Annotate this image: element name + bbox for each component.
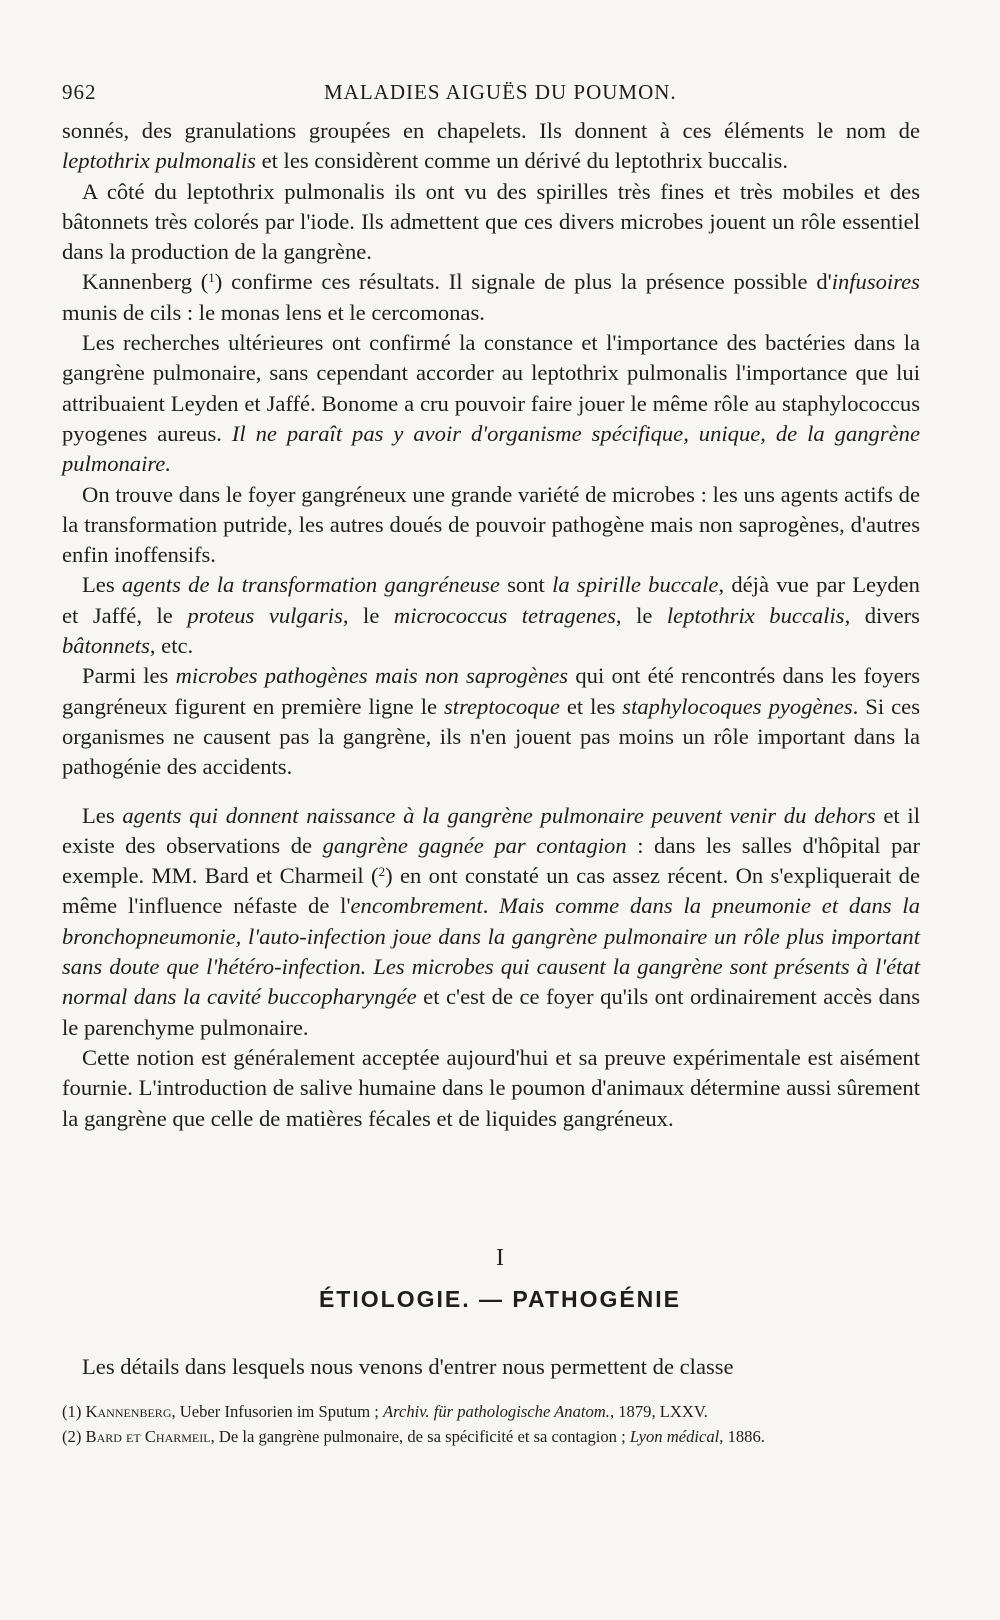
text-run: ) confirme ces résultats. Il signale de plus la présence possible d' bbox=[214, 269, 832, 295]
text-run: , divers bbox=[844, 602, 920, 628]
text-run: qui ont été rencontrés dans les foyers gangréneux figurent en première ligne le bbox=[62, 663, 920, 719]
section-number: I bbox=[496, 1245, 504, 1271]
text-run: et c'est de ce foyer qu'ils ont ordinairement accès dans le parenchyme pulmonaire. bbox=[62, 984, 920, 1040]
footnote-author: Bard et Charmeil bbox=[85, 1427, 211, 1446]
paragraph-2: A côté du leptothrix pulmonalis ils ont vu des spirilles très fines et très mobiles et des bâtonnets très colorés par l'iode. Ils admettent que ces divers microbes jouent un rôle essentiel dans la production de la gangrène. bbox=[62, 178, 920, 265]
italic-run: infusoires bbox=[831, 269, 920, 295]
text-run: et les considèrent comme un dérivé du leptothrix buccalis. bbox=[255, 148, 788, 174]
footnote-ref-2[interactable]: 2 bbox=[378, 864, 386, 880]
text-run: ) en ont constaté un cas assez récent. On s'expliquerait de même l'influence néfaste de l' bbox=[62, 863, 920, 919]
text-run: , le bbox=[342, 602, 394, 628]
italic-run: Il ne paraît pas y avoir d'organisme spécifique, unique, de la gangrène pulmonaire. bbox=[62, 420, 920, 477]
text-run: Kannenberg ( bbox=[82, 269, 209, 295]
text-run: sonnés, des granulations groupées en chapelets. Ils donnent à ces éléments le nom de bbox=[62, 118, 920, 143]
italic-run: la spirille buccale bbox=[552, 572, 719, 598]
footnotes bbox=[62, 1402, 920, 1452]
section-title: ÉTIOLOGIE. — PATHOGÉNIE bbox=[318, 1286, 682, 1312]
text-run: munis de cils : le monas lens et le cercomonas. bbox=[62, 299, 485, 325]
text-run: , 1879, LXXV. bbox=[609, 1402, 708, 1421]
continued-line: Les détails dans lesquels nous venons d'entrer nous permettent de classe bbox=[82, 1354, 734, 1379]
footnote-1 bbox=[62, 1402, 920, 1421]
text-run: , Ueber Infusorien im Sputum ; bbox=[171, 1402, 384, 1421]
text-run: et les bbox=[559, 693, 623, 719]
italic-run: agents de la transformation gangréneuse bbox=[121, 572, 500, 598]
paragraph-1 bbox=[62, 116, 920, 177]
paragraph-7 bbox=[62, 661, 920, 782]
footnote-2 bbox=[62, 1427, 920, 1446]
text-run: sont bbox=[499, 572, 553, 598]
paragraph-8 bbox=[62, 801, 920, 1043]
footnote-mark: (1) bbox=[62, 1402, 86, 1421]
running-title: MALADIES AIGUËS DU POUMON. bbox=[324, 80, 677, 104]
body-text bbox=[62, 116, 920, 1134]
text-run: et il existe des observations de bbox=[62, 802, 920, 858]
text-run: Les bbox=[82, 802, 123, 828]
italic-run: leptothrix buccalis bbox=[666, 602, 845, 628]
text-run: Parmi les bbox=[82, 663, 176, 689]
text-run: , le bbox=[615, 602, 667, 628]
italic-run: encombrement bbox=[350, 893, 483, 919]
footnote-journal: Lyon médical bbox=[629, 1427, 720, 1446]
text-run: . Si ces organismes ne causent pas la gangrène, ils n'en jouent pas moins un rôle important dans la pathogénie des accidents. bbox=[62, 693, 920, 780]
paragraph-3 bbox=[62, 267, 920, 328]
italic-run: streptocoque bbox=[444, 693, 560, 719]
footnote-ref-1[interactable]: 1 bbox=[208, 270, 215, 286]
paragraph-4 bbox=[62, 328, 920, 479]
text-run: , 1886. bbox=[719, 1427, 765, 1446]
text-run: , déjà vue par Leyden et Jaffé, le bbox=[62, 572, 920, 628]
paragraph-6 bbox=[62, 570, 920, 661]
italic-run: leptothrix pulmonalis bbox=[62, 148, 256, 174]
italic-run: gangrène gagnée par contagion bbox=[322, 832, 627, 858]
page-number: 962 bbox=[62, 80, 97, 104]
text-run: : dans les salles d'hôpital par exemple. MM. Bard et Charmeil ( bbox=[62, 832, 920, 889]
text-run: , etc. bbox=[149, 633, 194, 659]
italic-run: micrococcus tetragenes bbox=[393, 602, 616, 628]
italic-run: staphylocoques pyogènes bbox=[622, 693, 853, 719]
text-run: Les recherches ultérieures ont confirmé la constance et l'importance des bactéries dans la gangrène pulmonaire, sans cependant accorder au leptothrix pulmonalis l'importance que lui attribuaient Leyden et Jaffé. Bonome a cru pouvoir faire jouer le même rôle au staphylococcus pyogenes aureus. bbox=[62, 330, 920, 446]
text-run: Les bbox=[82, 572, 122, 598]
footnote-mark: (2) bbox=[62, 1427, 86, 1446]
text-run: . bbox=[482, 893, 500, 919]
italic-run: microbes pathogènes mais non saprogènes bbox=[175, 663, 569, 689]
text-run: , De la gangrène pulmonaire, de sa spécificité et sa contagion ; bbox=[210, 1427, 630, 1446]
italic-run: bâtonnets bbox=[62, 633, 150, 659]
italic-run: agents qui donnent naissance à la gangrène pulmonaire peuvent venir du dehors bbox=[122, 802, 876, 828]
footnote-journal: Archiv. für pathologische Anatom. bbox=[383, 1402, 610, 1421]
footnote-author: Kannenberg bbox=[85, 1402, 172, 1421]
italic-run: Mais comme dans la pneumonie et dans la bronchopneumonie, l'auto-infection joue dans la gangrène pulmonaire un rôle plus important sans doute que l'hétéro-infection. Les microbes qui causent la gangrène sont présents à l'état normal dans la cavité buccopharyngée bbox=[62, 893, 920, 1010]
italic-run: proteus vulgaris bbox=[187, 602, 343, 628]
paragraph-9: Cette notion est généralement acceptée aujourd'hui et sa preuve expérimentale est aisément fournie. L'introduction de salive humaine dans le poumon d'animaux détermine aussi sûrement la gangrène que celle de matières fécales et de liquides gangréneux. bbox=[62, 1044, 920, 1131]
paragraph-5: On trouve dans le foyer gangréneux une grande variété de microbes : les uns agents actifs de la transformation putride, les autres doués de pouvoir pathogène mais non saprogènes, d'autres enfin inoffensifs. bbox=[62, 481, 920, 568]
